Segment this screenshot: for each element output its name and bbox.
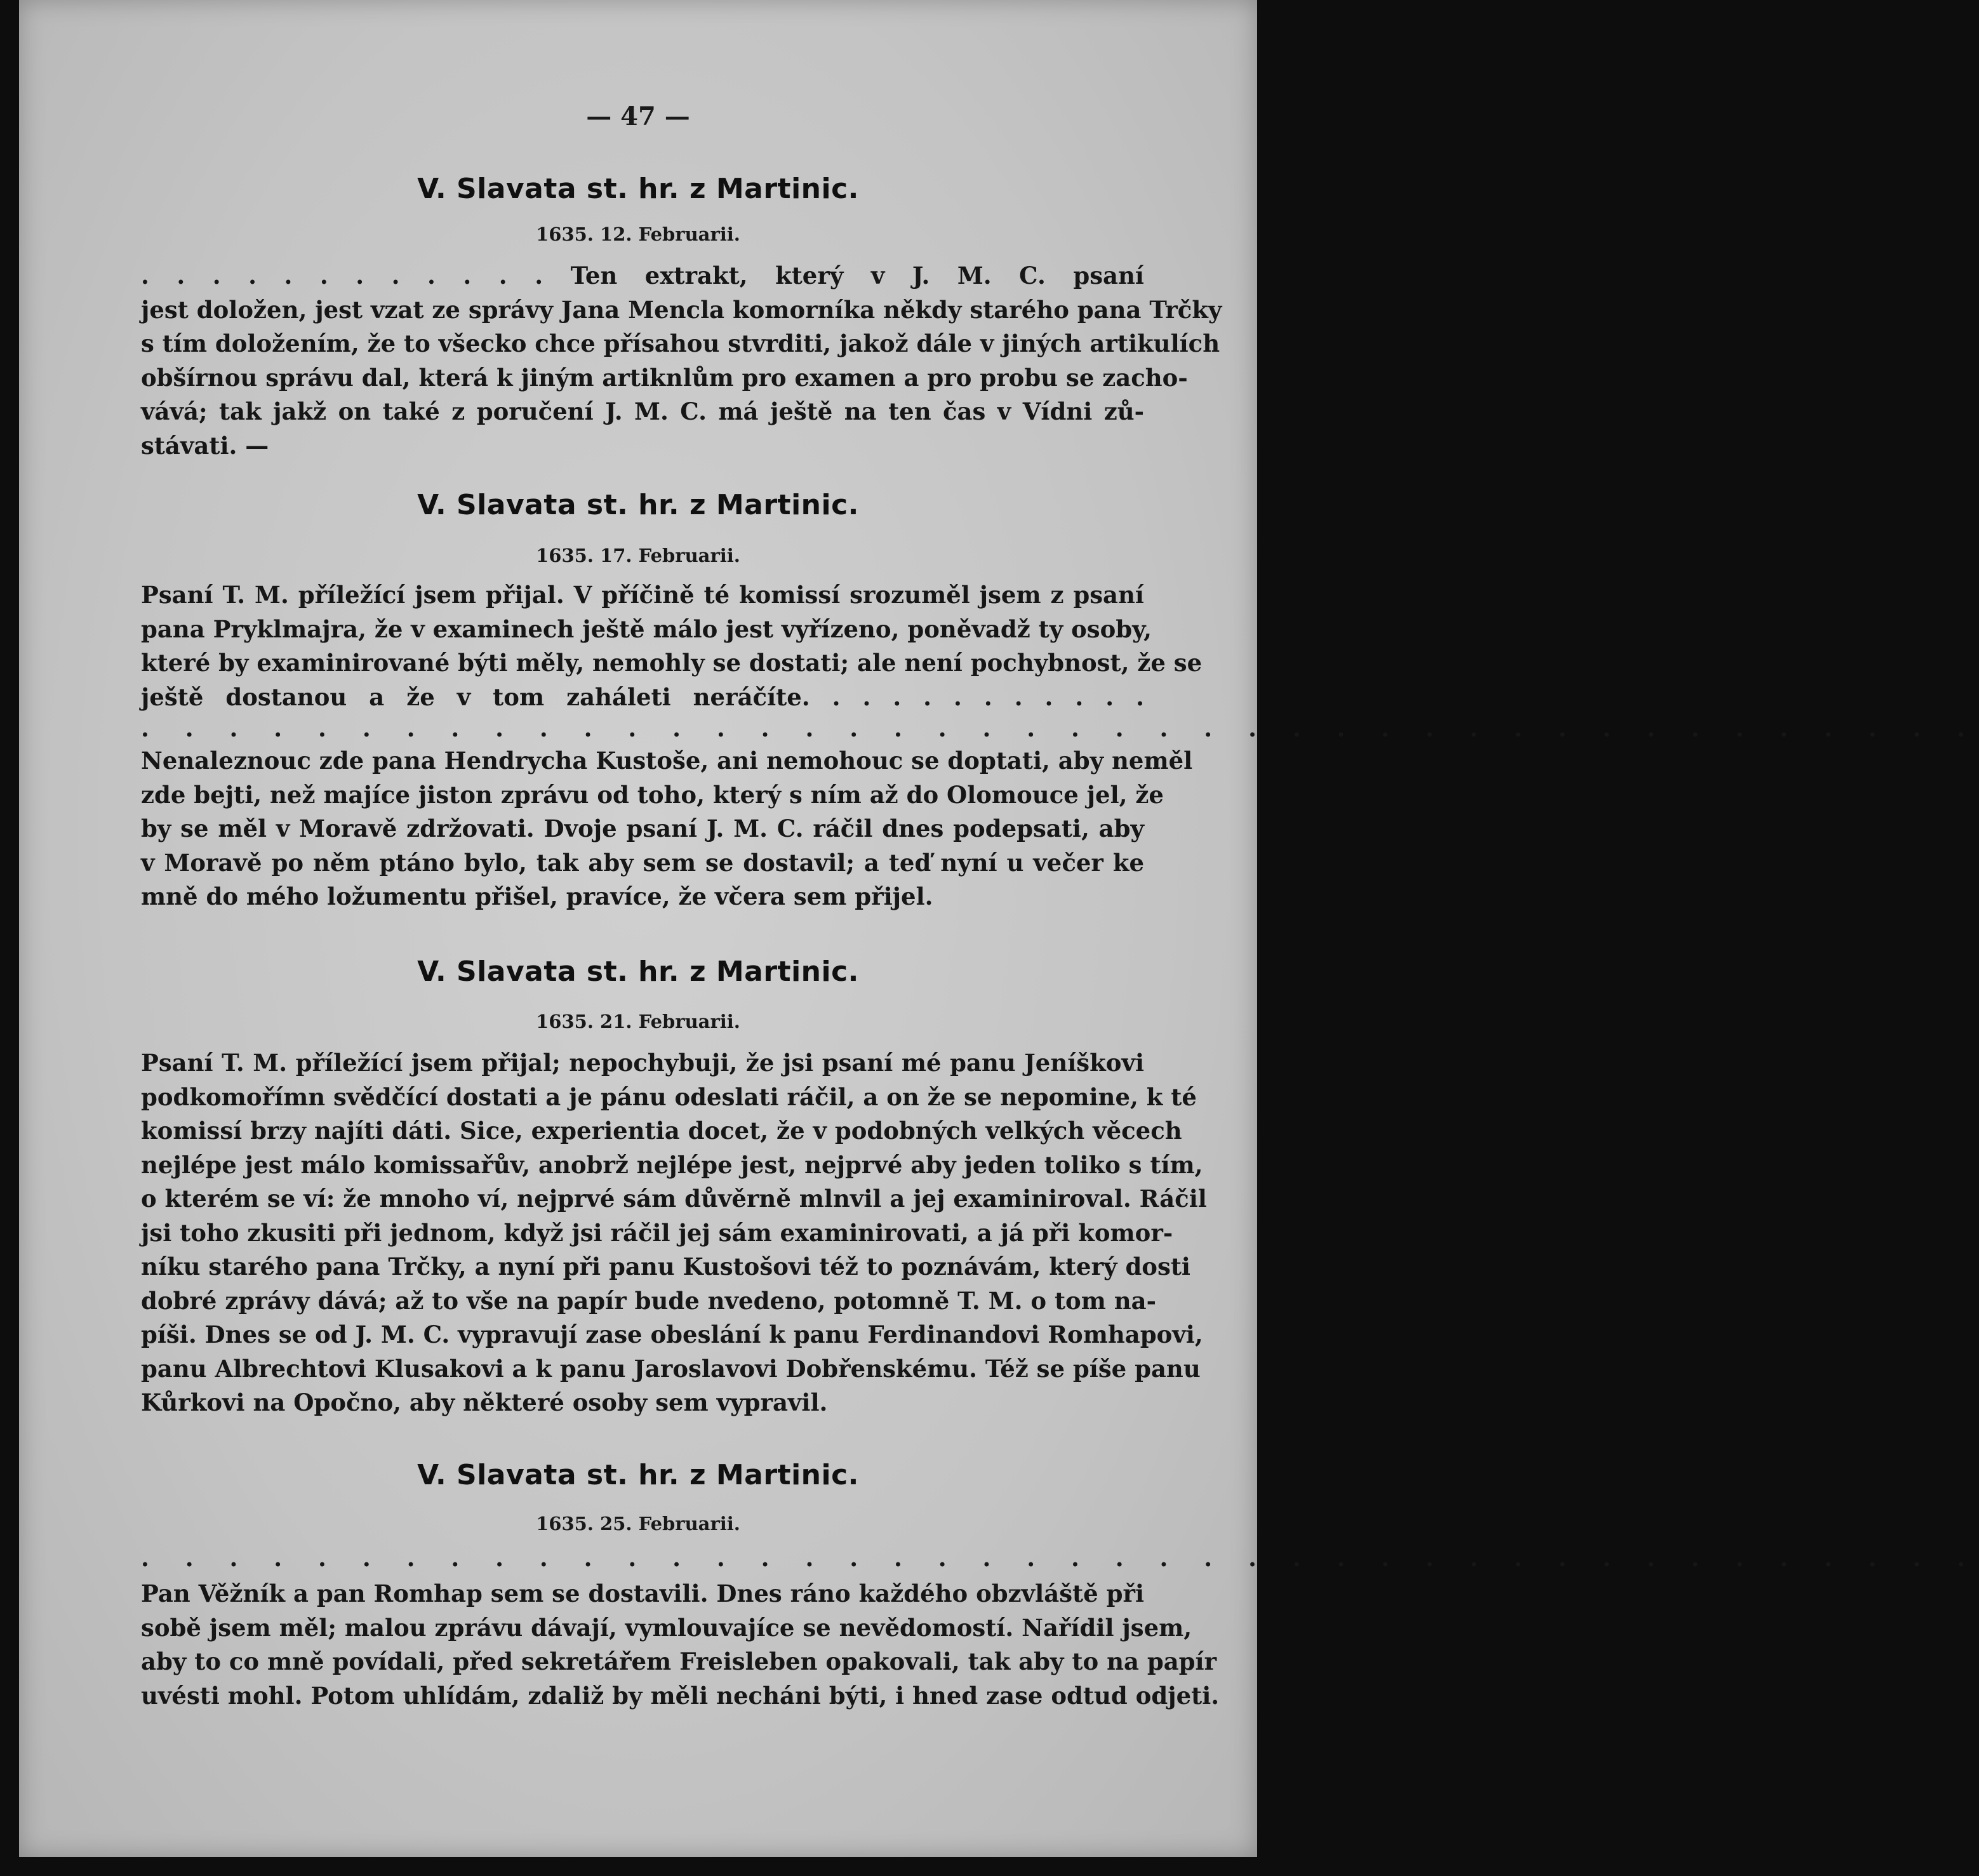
text-line: jsi toho zkusiti při jednom, když jsi ráčil jej sám examinirovati, a já při komor- <box>141 1218 1173 1247</box>
text-line: v Moravě po něm ptáno bylo, tak aby sem se dostavil; a teď nyní u večer ke <box>141 848 1144 877</box>
text-line: ještě dostanou a že v tom zaháleti neráčíte. . . . . . . . . . . . <box>141 682 1144 711</box>
text-line: aby to co mně povídali, před sekretářem Freisleben opakovali, tak aby to na papír <box>141 1647 1217 1675</box>
section-paragraph <box>141 1577 1220 1713</box>
text-line: jest doložen, jest vzat ze správy Jana Mencla komorníka někdy starého pana Trčky <box>141 295 1222 324</box>
section-date: 1635. 12. Februarii. <box>536 223 740 245</box>
text-line: s tím doložením, že to všecko chce přísahou stvrditi, jakož dále v jiných artikulích <box>141 329 1220 357</box>
text-line: komissí brzy najíti dáti. Sice, experientia docet, že v podobných velkých věcech <box>141 1117 1182 1145</box>
text-line: mně do mého ložumentu přišel, pravíce, že včera sem přijel. <box>141 882 933 910</box>
text-line: panu Albrechtovi Klusakovi a k panu Jaroslavovi Dobřenskému. Též se píše panu <box>141 1354 1201 1383</box>
text-line: zde bejti, než majíce jiston zprávu od toho, který s ním až do Olomouce jel, že <box>141 780 1164 809</box>
text-line: Psaní T. M. příležící jsem přijal. V příčině té komissí srozuměl jsem z psaní <box>141 581 1144 609</box>
text-line: stávati. — <box>141 431 269 460</box>
section-heading: V. Slavata st. hr. z Martinic. <box>417 489 859 521</box>
text-line: pana Pryklmajra, že v examinech ještě málo jest vyřízeno, poněvadž ty osoby, <box>141 615 1152 643</box>
text-line: Nenaleznouc zde pana Hendrycha Kustoše, ani nemohouc se doptati, aby neměl <box>141 747 1193 775</box>
text-line: sobě jsem měl; malou zprávu dávají, vymlouvajíce se nevědomostí. Nařídil jsem, <box>141 1613 1192 1642</box>
text-line: Kůrkovi na Opočno, aby některé osoby sem vypravil. <box>141 1388 828 1416</box>
section-paragraph <box>141 578 1203 714</box>
section-heading: V. Slavata st. hr. z Martinic. <box>417 955 859 988</box>
section-date: 1635. 17. Februarii. <box>536 545 740 566</box>
section-date: 1635. 25. Februarii. <box>536 1513 740 1534</box>
text-line: . . . . . . . . . . . . Ten extrakt, který v J. M. C. psaní <box>141 262 1144 289</box>
book-page <box>19 0 1979 1857</box>
text-line: Pan Věžník a pan Romhap sem se dostavili. Dnes ráno každého obzvláště při <box>141 1580 1144 1607</box>
text-line: píši. Dnes se od J. M. C. vypravují zase obeslání k panu Ferdinandovi Romhapovi, <box>141 1321 1203 1348</box>
section-paragraph <box>141 1046 1207 1420</box>
section-paragraph <box>141 744 1193 914</box>
section-paragraph <box>141 259 1222 463</box>
text-line: obšírnou správu dal, která k jiným artiknlům pro examen a pro probu se zacho- <box>141 363 1188 392</box>
ellipsis-line: . . . . . . . . . . . . . . . . . . . . . . . . . . . . . . . . . . . . . . . . . . <box>141 714 1979 742</box>
page-number: — 47 — <box>586 102 690 131</box>
text-line: které by examinirované býti měly, nemohly se dostati; ale není pochybnost, že se <box>141 649 1203 677</box>
text-line: níku starého pana Trčky, a nyní při panu Kustošovi též to poznávám, který dosti <box>141 1253 1190 1281</box>
section-heading: V. Slavata st. hr. z Martinic. <box>417 173 859 205</box>
section-heading: V. Slavata st. hr. z Martinic. <box>417 1459 859 1491</box>
text-line: by se měl v Moravě zdržovati. Dvoje psaní J. M. C. ráčil dnes podepsati, aby <box>141 815 1144 842</box>
text-line: podkomořímn svědčící dostati a je pánu odeslati ráčil, a on že se nepomine, k té <box>141 1082 1197 1111</box>
text-line: Psaní T. M. příležící jsem přijal; nepochybuji, že jsi psaní mé panu Jeníškovi <box>141 1049 1144 1077</box>
section-date: 1635. 21. Februarii. <box>536 1011 740 1032</box>
text-line: uvésti mohl. Potom uhlídám, zdaliž by měli necháni býti, i hned zase odtud odjeti. <box>141 1681 1220 1710</box>
text-line: vává; tak jakž on také z poručení J. M. C. má ještě na ten čas v Vídni zů- <box>141 397 1144 425</box>
text-line: dobré zprávy dává; až to vše na papír bude nvedeno, potomně T. M. o tom na- <box>141 1286 1156 1315</box>
text-line: o kterém se ví: že mnoho ví, nejprvé sám důvěrně mlnvil a jej examiniroval. Ráčil <box>141 1185 1207 1213</box>
ellipsis-line: . . . . . . . . . . . . . . . . . . . . . . . . . . . . . . . . . . . . . . . . . . <box>141 1544 1979 1572</box>
text-line: nejlépe jest málo komissařův, anobrž nejlépe jest, nejprvé aby jeden toliko s tím, <box>141 1150 1203 1179</box>
